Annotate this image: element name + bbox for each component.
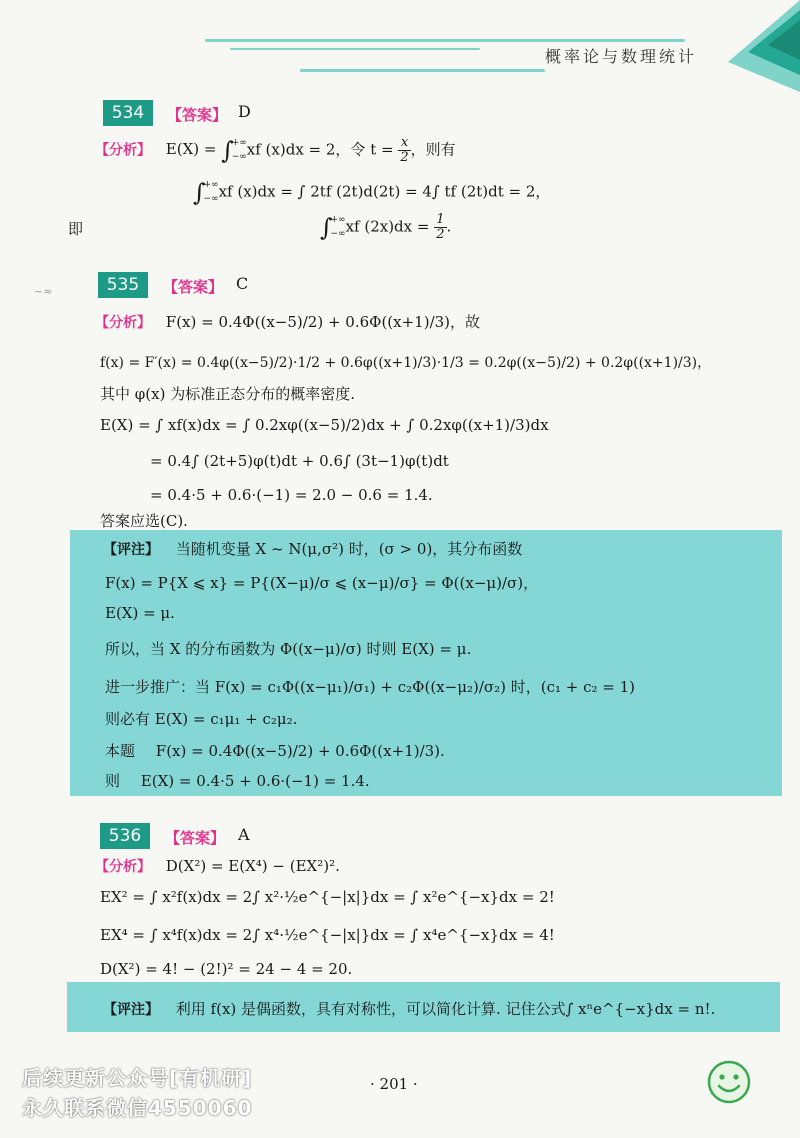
question-number-534: 534 (103, 100, 153, 126)
note-line (103, 538, 522, 559)
formula-line: ∫+∞ −∞xf (x)dx = ∫ 2tf (2t)d(2t) = 4∫ tf (2t)dt = 2， (193, 178, 551, 207)
formula-line: = 0.4∫ (2t+5)φ(t)dt + 0.6∫ (3t−1)φ(t)dt (150, 452, 449, 470)
formula-line: EX² = ∫ x²f(x)dx = 2∫ x²·½e^{−|x|}dx = ∫ x²e^{−x}dx = 2! (100, 888, 555, 906)
corner-decoration-icon (718, 0, 800, 92)
text-line: 其中 φ(x) 为标准正态分布的概率密度. (100, 385, 355, 403)
note-line: 则必有 E(X) = c₁μ₁ + c₂μ₂. (105, 710, 298, 728)
note-tag: 【评注】 (103, 1002, 159, 1018)
note-line: E(X) = μ. (105, 604, 175, 622)
note-line (105, 740, 445, 761)
note-text: E(X) = 0.4·5 + 0.6·(−1) = 1.4. (140, 772, 370, 790)
formula-text: xf (x)dx = ∫ 2tf (2t)d(2t) = 4∫ tf (2t)dt = 2， (218, 182, 551, 201)
formula-part: E(X) = (165, 140, 222, 159)
analysis-tag: 【分析】 (95, 315, 151, 331)
note-text: 当随机变量 X ~ N(μ,σ²) 时，(σ > 0)，其分布函数 (175, 540, 523, 558)
formula-text: xf (2x)dx = (345, 217, 435, 236)
formula-text: D(X²) = E(X⁴) − (EX²)². (165, 857, 340, 875)
formula-line: f(x) = F′(x) = 0.4φ((x−5)/2)·1/2 + 0.6φ((x+1)/3)·1/3 = 0.2φ((x−5)/2) + 0.2φ((x+1)/3)， (100, 355, 712, 371)
answer-tag: 【答案】 (163, 278, 224, 296)
header-rule-3 (300, 69, 545, 72)
note-line: F(x) = P{X ⩽ x} = P{(X−μ)/σ ⩽ (x−μ)/σ} = Φ((x−μ)/σ)， (105, 574, 539, 592)
formula-line: = 0.4·5 + 0.6·(−1) = 2.0 − 0.6 = 1.4. (150, 486, 433, 504)
analysis-tag: 【分析】 (95, 859, 151, 875)
formula-line: ∫+∞ −∞xf (2x)dx = $\frac{1}{2}$ . (320, 212, 452, 242)
formula-line: E(X) = ∫ xf(x)dx = ∫ 0.2xφ((x−5)/2)dx + ∫ 0.2xφ((x+1)/3)dx (100, 416, 549, 434)
header-rule-2 (230, 48, 480, 50)
note-text: F(x) = 0.4Φ((x−5)/2) + 0.6Φ((x+1)/3). (155, 742, 445, 760)
formula-part: xf (x)dx = 2，令 t = (246, 140, 399, 159)
question-number-536: 536 (100, 823, 150, 849)
note-line: 进一步推广：当 F(x) = c₁Φ((x−μ₁)/σ₁) + c₂Φ((x−μ₂)/σ₂) 时，(c₁ + c₂ = 1) (105, 678, 636, 696)
analysis-tag: 【分析】 (95, 142, 151, 159)
header-rule-1 (205, 39, 685, 42)
formula-line: EX⁴ = ∫ x⁴f(x)dx = 2∫ x⁴·½e^{−|x|}dx = ∫ x⁴e^{−x}dx = 4! (100, 926, 555, 944)
answer-value: D (238, 102, 251, 121)
note-line: 所以，当 X 的分布函数为 Φ((x−μ)/σ) 时则 E(X) = μ. (105, 640, 472, 658)
page-number: · 201 · (370, 1075, 418, 1093)
text-line: 答案应选(C). (100, 512, 188, 530)
answer-value: A (238, 825, 250, 844)
fraction: $\frac{x}{2}$ (400, 135, 409, 165)
watermark-line-1: 后续更新公众号[有机研] (22, 1066, 253, 1090)
scribble-mark: ~≈ (34, 285, 53, 298)
note-text: 利用 f(x) 是偶函数，具有对称性，可以简化计算. 记住公式∫ xⁿe^{−x}dx = n!. (175, 1000, 716, 1018)
note-label: 则 (105, 772, 121, 790)
formula-part: ，则有 (410, 140, 456, 159)
watermark-line-2: 永久联系微信4550060 (22, 1096, 253, 1120)
question-number-535: 535 (98, 272, 148, 298)
answer-tag: 【答案】 (167, 106, 228, 124)
fraction: $\frac{1}{2}$ (436, 212, 445, 242)
note-line (105, 770, 370, 791)
ji-label: 即 (68, 220, 84, 238)
answer-tag: 【答案】 (165, 829, 226, 847)
answer-value: C (236, 274, 249, 293)
analysis-line (95, 311, 480, 332)
note-tag: 【评注】 (103, 542, 159, 558)
analysis-line: 【分析】 E(X) = ∫+∞ −∞xf (x)dx = 2，令 t = $\frac{x}{2}$ ，则有 (95, 135, 456, 165)
note-label: 本题 (105, 742, 136, 760)
formula-text: F(x) = 0.4Φ((x−5)/2) + 0.6Φ((x+1)/3)，故 (165, 313, 481, 331)
header-title: 概率论与数理统计 (545, 47, 698, 66)
formula-line: D(X²) = 4! − (2!)² = 24 − 4 = 20. (100, 960, 353, 978)
note-line (103, 998, 715, 1019)
analysis-line (95, 856, 340, 876)
smiley-icon (707, 1060, 751, 1104)
